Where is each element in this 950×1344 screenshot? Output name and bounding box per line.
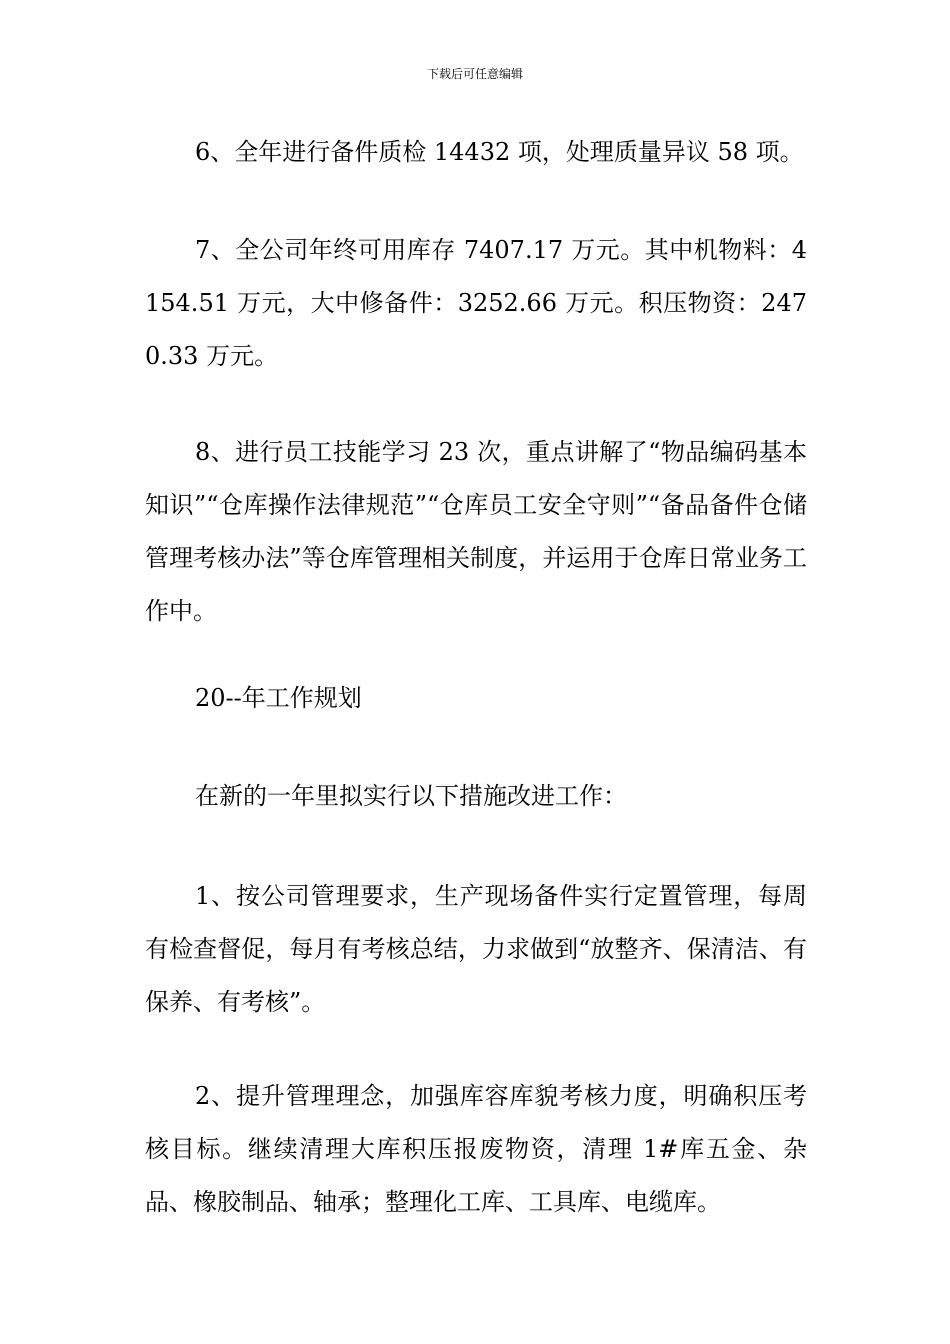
page-header: 下载后可任意编辑 <box>426 67 523 81</box>
paragraph-measure-1: 1、按公司管理要求，生产现场备件实行定置管理，每周有检查督促，每月有考核总结，力求做到“放整齐、保清洁、有保养、有考核”。 <box>145 882 807 1016</box>
paragraph-measure-2: 2、提升管理理念，加强库容库貌考核力度，明确积压考核目标。继续清理大库积压报废物资，清理 1#库五金、杂品、橡胶制品、轴承；整理化工库、工具库、电缆库。 <box>145 1082 807 1216</box>
paragraph-7-inventory: 7、全公司年终可用库存 7407.17 万元。其中机物料：4154.51 万元，大中修备件：3252.66 万元。积压物资：2470.33 万元。 <box>145 236 807 370</box>
paragraph-intro-measures: 在新的一年里拟实行以下措施改进工作： <box>195 782 627 810</box>
paragraph-8-staff-training: 8、进行员工技能学习 23 次，重点讲解了“物品编码基本知识”“仓库操作法律规范”“仓库员工安全守则”“备品备件仓储管理考核办法”等仓库管理相关制度，并运用于仓库日常业务工作中。 <box>145 438 807 625</box>
paragraph-6-quality-inspection: 6、全年进行备件质检 14432 项，处理质量异议 58 项。 <box>195 138 804 166</box>
section-heading-work-plan: 20--年工作规划 <box>195 684 362 712</box>
